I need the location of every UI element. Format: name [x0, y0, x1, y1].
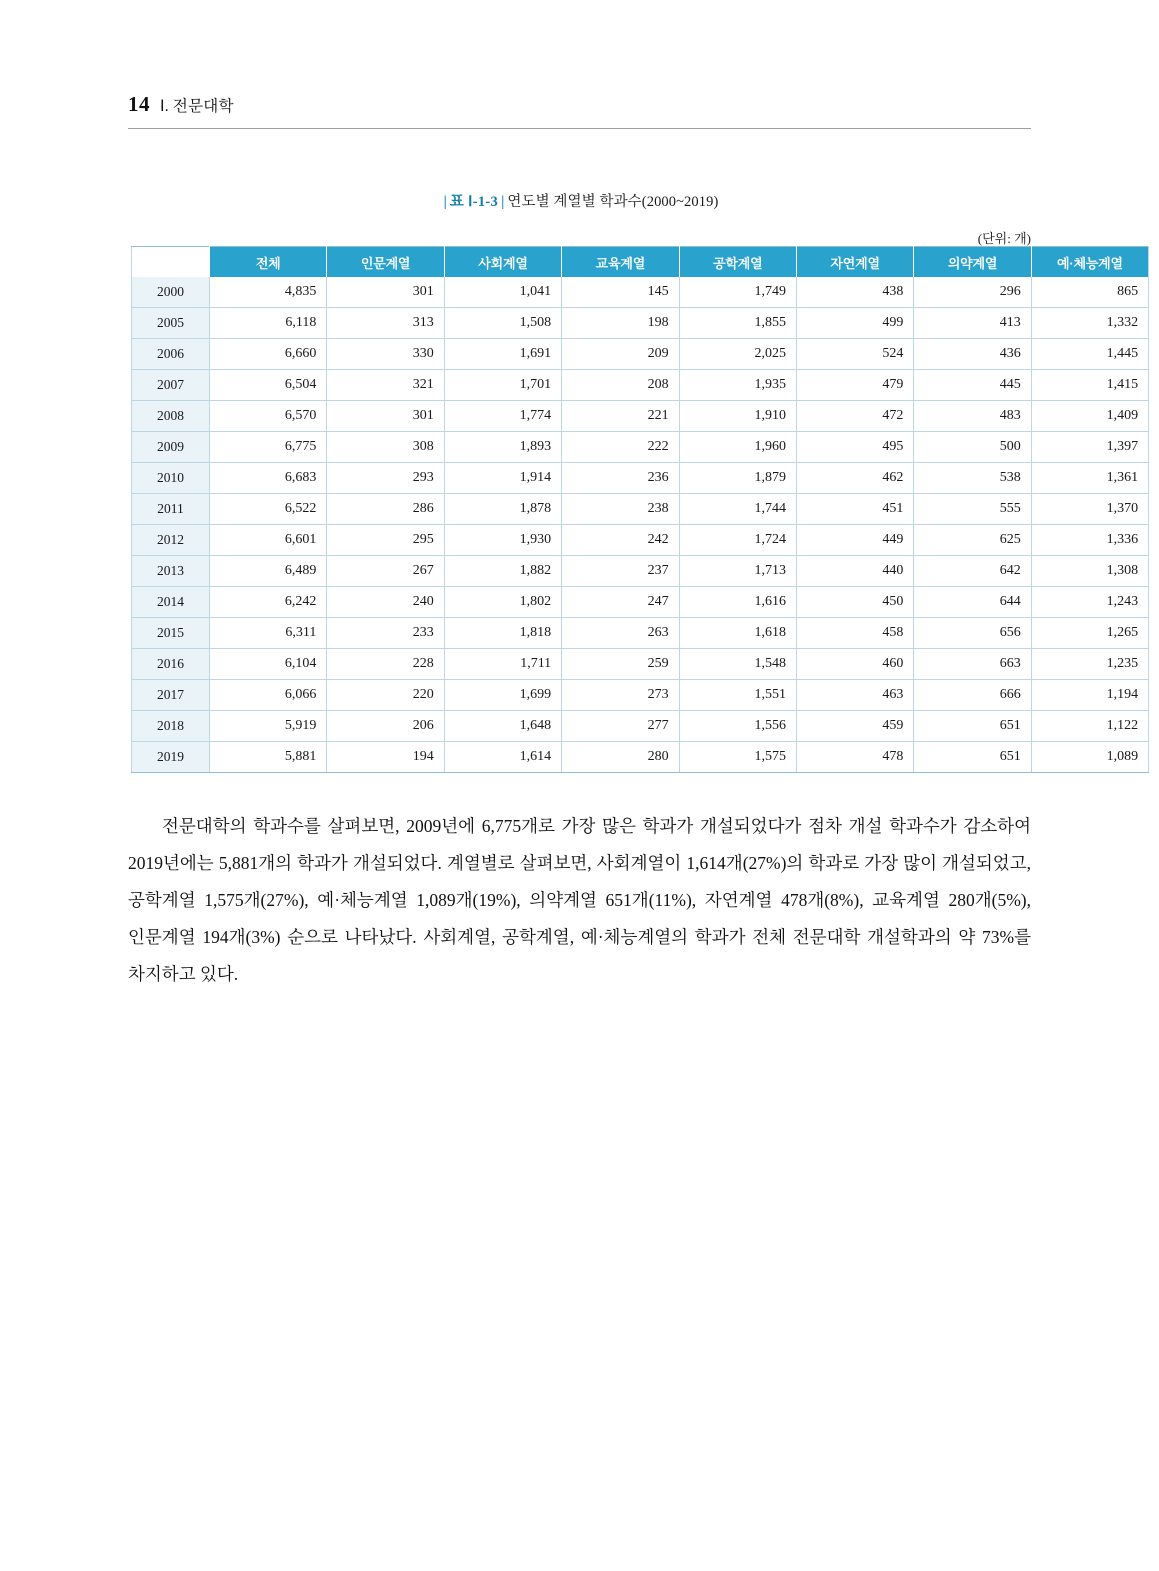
- cell-engineering: 1,713: [679, 556, 796, 587]
- table-row: [132, 556, 1149, 587]
- cell-year: 2006: [132, 339, 210, 370]
- cell-medical: 642: [914, 556, 1031, 587]
- cell-total: 6,660: [210, 339, 327, 370]
- cell-arts-sports: 1,308: [1031, 556, 1148, 587]
- cell-humanities: 228: [327, 649, 444, 680]
- cell-social: 1,699: [444, 680, 561, 711]
- cell-total: 6,683: [210, 463, 327, 494]
- cell-natural-science: 524: [796, 339, 913, 370]
- cell-arts-sports: 1,336: [1031, 525, 1148, 556]
- cell-social: 1,914: [444, 463, 561, 494]
- cell-year: 2010: [132, 463, 210, 494]
- caption-bar-right: |: [501, 194, 505, 210]
- cell-natural-science: 460: [796, 649, 913, 680]
- cell-arts-sports: 1,332: [1031, 308, 1148, 339]
- cell-social: 1,802: [444, 587, 561, 618]
- data-table-container: [131, 246, 1139, 773]
- table-number: 표 Ⅰ-1-3: [449, 194, 499, 210]
- header-cell-medical: 의약계열: [914, 247, 1031, 278]
- cell-total: 5,881: [210, 742, 327, 773]
- cell-arts-sports: 1,194: [1031, 680, 1148, 711]
- cell-social: 1,041: [444, 277, 561, 308]
- cell-natural-science: 438: [796, 277, 913, 308]
- header-cell-arts-sports: 예·체능계열: [1031, 247, 1148, 278]
- cell-medical: 500: [914, 432, 1031, 463]
- cell-medical: 445: [914, 370, 1031, 401]
- cell-natural-science: 459: [796, 711, 913, 742]
- cell-engineering: 1,879: [679, 463, 796, 494]
- table-row: [132, 432, 1149, 463]
- cell-medical: 538: [914, 463, 1031, 494]
- cell-education: 277: [562, 711, 679, 742]
- cell-education: 247: [562, 587, 679, 618]
- table-row: [132, 463, 1149, 494]
- cell-year: 2017: [132, 680, 210, 711]
- cell-natural-science: 450: [796, 587, 913, 618]
- cell-year: 2013: [132, 556, 210, 587]
- cell-total: 6,242: [210, 587, 327, 618]
- cell-engineering: 1,744: [679, 494, 796, 525]
- cell-social: 1,711: [444, 649, 561, 680]
- cell-social: 1,648: [444, 711, 561, 742]
- header-cell-total: 전체: [210, 247, 327, 278]
- chapter-title: Ⅰ. 전문대학: [160, 98, 234, 115]
- cell-education: 237: [562, 556, 679, 587]
- cell-engineering: 1,749: [679, 277, 796, 308]
- cell-social: 1,930: [444, 525, 561, 556]
- header-cell-social: 사회계열: [444, 247, 561, 278]
- department-count-table: [131, 246, 1149, 773]
- cell-social: 1,691: [444, 339, 561, 370]
- cell-total: 6,311: [210, 618, 327, 649]
- cell-social: 1,878: [444, 494, 561, 525]
- cell-engineering: 2,025: [679, 339, 796, 370]
- header-cell-humanities: 인문계열: [327, 247, 444, 278]
- cell-education: 236: [562, 463, 679, 494]
- table-header-row: [132, 247, 1149, 278]
- cell-arts-sports: 1,445: [1031, 339, 1148, 370]
- header-cell-natural-science: 자연계열: [796, 247, 913, 278]
- cell-arts-sports: 1,122: [1031, 711, 1148, 742]
- table-row: [132, 711, 1149, 742]
- cell-medical: 413: [914, 308, 1031, 339]
- cell-education: 259: [562, 649, 679, 680]
- cell-medical: 644: [914, 587, 1031, 618]
- cell-education: 145: [562, 277, 679, 308]
- cell-medical: 436: [914, 339, 1031, 370]
- cell-medical: 651: [914, 742, 1031, 773]
- table-row: [132, 308, 1149, 339]
- table-row: [132, 494, 1149, 525]
- cell-total: 6,104: [210, 649, 327, 680]
- cell-engineering: 1,855: [679, 308, 796, 339]
- cell-arts-sports: 1,370: [1031, 494, 1148, 525]
- cell-education: 198: [562, 308, 679, 339]
- cell-education: 273: [562, 680, 679, 711]
- cell-social: 1,774: [444, 401, 561, 432]
- cell-education: 208: [562, 370, 679, 401]
- running-head: [128, 92, 1031, 117]
- cell-natural-science: 451: [796, 494, 913, 525]
- cell-arts-sports: 1,089: [1031, 742, 1148, 773]
- cell-education: 222: [562, 432, 679, 463]
- cell-engineering: 1,548: [679, 649, 796, 680]
- cell-total: 6,118: [210, 308, 327, 339]
- cell-engineering: 1,960: [679, 432, 796, 463]
- cell-total: 5,919: [210, 711, 327, 742]
- cell-education: 238: [562, 494, 679, 525]
- cell-natural-science: 458: [796, 618, 913, 649]
- cell-medical: 555: [914, 494, 1031, 525]
- table-title: 연도별 계열별 학과수(2000~2019): [507, 194, 719, 210]
- cell-natural-science: 462: [796, 463, 913, 494]
- cell-natural-science: 499: [796, 308, 913, 339]
- cell-year: 2009: [132, 432, 210, 463]
- cell-engineering: 1,724: [679, 525, 796, 556]
- cell-total: 6,504: [210, 370, 327, 401]
- cell-humanities: 301: [327, 401, 444, 432]
- cell-engineering: 1,910: [679, 401, 796, 432]
- cell-natural-science: 440: [796, 556, 913, 587]
- cell-arts-sports: 1,243: [1031, 587, 1148, 618]
- cell-year: 2011: [132, 494, 210, 525]
- cell-education: 280: [562, 742, 679, 773]
- cell-arts-sports: 865: [1031, 277, 1148, 308]
- cell-humanities: 308: [327, 432, 444, 463]
- cell-social: 1,893: [444, 432, 561, 463]
- cell-year: 2015: [132, 618, 210, 649]
- cell-natural-science: 478: [796, 742, 913, 773]
- cell-arts-sports: 1,265: [1031, 618, 1148, 649]
- cell-humanities: 295: [327, 525, 444, 556]
- cell-medical: 651: [914, 711, 1031, 742]
- cell-arts-sports: 1,415: [1031, 370, 1148, 401]
- caption-bar-left: |: [443, 194, 447, 210]
- cell-humanities: 313: [327, 308, 444, 339]
- cell-medical: 296: [914, 277, 1031, 308]
- cell-arts-sports: 1,361: [1031, 463, 1148, 494]
- page-number: 14: [128, 92, 150, 116]
- cell-year: 2000: [132, 277, 210, 308]
- cell-medical: 625: [914, 525, 1031, 556]
- cell-total: 6,066: [210, 680, 327, 711]
- table-body: [132, 277, 1149, 773]
- cell-humanities: 286: [327, 494, 444, 525]
- cell-humanities: 321: [327, 370, 444, 401]
- cell-natural-science: 449: [796, 525, 913, 556]
- cell-arts-sports: 1,409: [1031, 401, 1148, 432]
- cell-year: 2005: [132, 308, 210, 339]
- cell-medical: 656: [914, 618, 1031, 649]
- cell-social: 1,701: [444, 370, 561, 401]
- table-row: [132, 587, 1149, 618]
- cell-medical: 663: [914, 649, 1031, 680]
- header-cell-engineering: 공학계열: [679, 247, 796, 278]
- table-row: [132, 277, 1149, 308]
- cell-arts-sports: 1,397: [1031, 432, 1148, 463]
- cell-year: 2008: [132, 401, 210, 432]
- cell-education: 221: [562, 401, 679, 432]
- cell-education: 209: [562, 339, 679, 370]
- cell-humanities: 267: [327, 556, 444, 587]
- cell-engineering: 1,618: [679, 618, 796, 649]
- table-caption: [128, 190, 1031, 211]
- cell-education: 263: [562, 618, 679, 649]
- cell-humanities: 240: [327, 587, 444, 618]
- cell-total: 6,601: [210, 525, 327, 556]
- cell-total: 6,522: [210, 494, 327, 525]
- cell-total: 6,570: [210, 401, 327, 432]
- table-row: [132, 649, 1149, 680]
- body-paragraph: 전문대학의 학과수를 살펴보면, 2009년에 6,775개로 가장 많은 학과가 개설되었다가 점차 개설 학과수가 감소하여 2019년에는 5,881개의 학과가 개설되었다. 계열별로 살펴보면, 사회계열이 1,614개(27%)의 학과로 가장 많이 개설되었고, 공학계열 1,575개(27%), 예·체능계열 1,089개(19%), 의약계열 651개(11%), 자연계열 478개(8%), 교육계열 280개(5%), 인문계열 194개(3%) 순으로 나타났다. 사회계열, 공학계열, 예·체능계열의 학과가 전체 전문대학 개설학과의 약 73%를 차지하고 있다.: [128, 815, 1031, 984]
- cell-social: 1,882: [444, 556, 561, 587]
- cell-year: 2014: [132, 587, 210, 618]
- header-divider: [128, 128, 1031, 129]
- table-row: [132, 525, 1149, 556]
- table-row: [132, 370, 1149, 401]
- cell-humanities: 301: [327, 277, 444, 308]
- cell-engineering: 1,551: [679, 680, 796, 711]
- cell-natural-science: 479: [796, 370, 913, 401]
- table-row: [132, 618, 1149, 649]
- cell-natural-science: 472: [796, 401, 913, 432]
- cell-humanities: 330: [327, 339, 444, 370]
- header-cell-education: 교육계열: [562, 247, 679, 278]
- cell-total: 6,775: [210, 432, 327, 463]
- cell-engineering: 1,935: [679, 370, 796, 401]
- cell-humanities: 220: [327, 680, 444, 711]
- cell-humanities: 194: [327, 742, 444, 773]
- cell-education: 242: [562, 525, 679, 556]
- cell-social: 1,818: [444, 618, 561, 649]
- table-row: [132, 339, 1149, 370]
- cell-engineering: 1,556: [679, 711, 796, 742]
- cell-humanities: 206: [327, 711, 444, 742]
- unit-note: (단위: 개): [977, 231, 1031, 246]
- cell-social: 1,614: [444, 742, 561, 773]
- cell-humanities: 233: [327, 618, 444, 649]
- cell-total: 6,489: [210, 556, 327, 587]
- cell-natural-science: 495: [796, 432, 913, 463]
- cell-year: 2016: [132, 649, 210, 680]
- cell-natural-science: 463: [796, 680, 913, 711]
- cell-year: 2007: [132, 370, 210, 401]
- cell-social: 1,508: [444, 308, 561, 339]
- cell-year: 2012: [132, 525, 210, 556]
- table-row: [132, 401, 1149, 432]
- cell-medical: 483: [914, 401, 1031, 432]
- cell-arts-sports: 1,235: [1031, 649, 1148, 680]
- cell-medical: 666: [914, 680, 1031, 711]
- cell-humanities: 293: [327, 463, 444, 494]
- table-row: [132, 742, 1149, 773]
- cell-total: 4,835: [210, 277, 327, 308]
- cell-engineering: 1,575: [679, 742, 796, 773]
- header-cell-corner: [132, 247, 210, 278]
- cell-year: 2019: [132, 742, 210, 773]
- table-row: [132, 680, 1149, 711]
- cell-year: 2018: [132, 711, 210, 742]
- cell-engineering: 1,616: [679, 587, 796, 618]
